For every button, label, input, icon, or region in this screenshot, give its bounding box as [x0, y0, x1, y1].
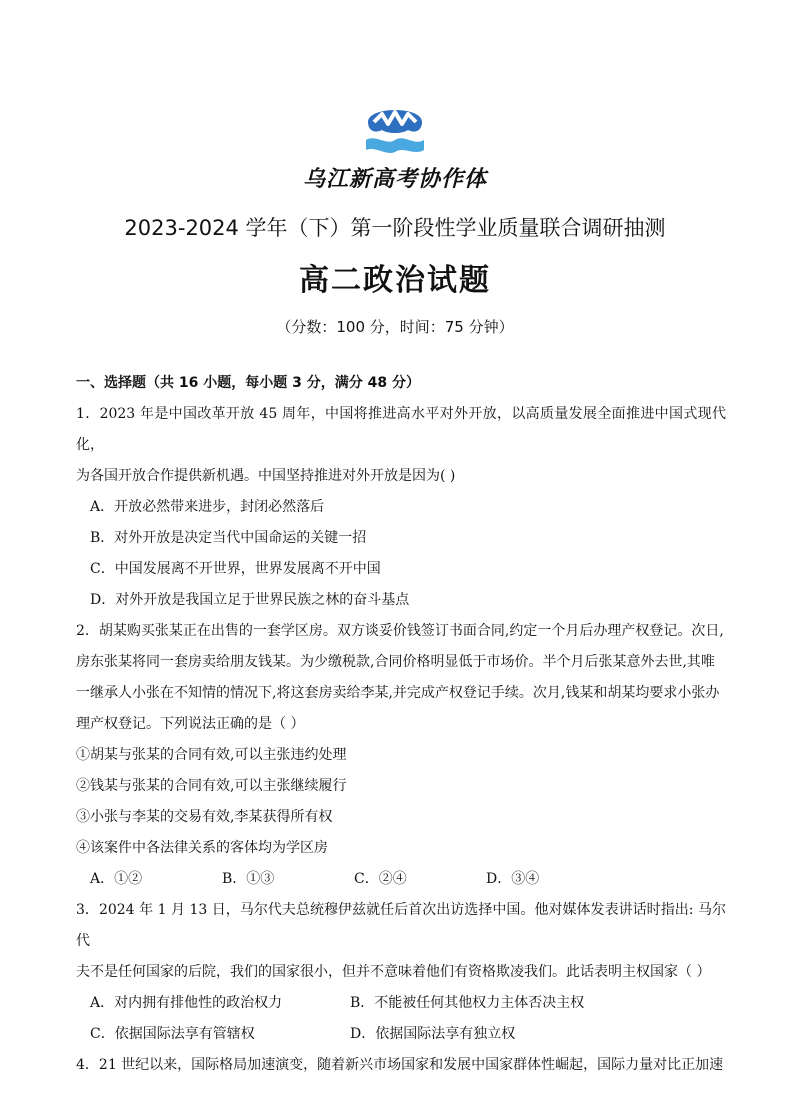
question-stem: 1．2023 年是中国改革开放 45 周年，中国将推进高水平对外开放，以高质量发展全面推进中国式现代化，	[76, 406, 726, 453]
question-stem: 4．21 世纪以来，国际格局加速演变，随着新兴市场国家和发展中国家群体性崛起，国际力量对比正加速	[76, 1057, 724, 1073]
option-c: C．中国发展离不开世界，世界发展离不开中国	[90, 561, 381, 577]
question-4	[76, 1050, 726, 1081]
option-b: B．不能被任何其他权力主体否决主权	[350, 995, 585, 1011]
statement-3: ③小张与李某的交易有效,李某获得所有权	[76, 809, 333, 825]
statement-4: ④该案件中各法律关系的客体均为学区房	[76, 840, 328, 856]
option-d: D．对外开放是我国立足于世界民族之林的奋斗基点	[90, 592, 410, 608]
option-c: C．②④	[354, 871, 407, 887]
question-stem: 2．胡某购买张某正在出售的一套学区房。双方谈妥价钱签订书面合同,约定一个月后办理产权登记。次日,	[76, 623, 724, 639]
statement-1: ①胡某与张某的合同有效,可以主张违约处理	[76, 747, 347, 763]
question-stem: 房东张某将同一套房卖给朋友钱某。为少缴税款,合同价格明显低于市场价。半个月后张某意外去世,其唯	[76, 654, 715, 670]
question-stem: 3．2024 年 1 月 13 日，马尔代夫总统穆伊兹就任后首次出访选择中国。他对媒体发表讲话时指出: 马尔代	[76, 902, 726, 949]
option-d: D．③④	[486, 871, 540, 887]
options-row	[76, 864, 726, 895]
question-3	[76, 895, 726, 1050]
exam-series-title: 2023-2024 学年（下）第一阶段性学业质量联合调研抽测	[124, 216, 666, 240]
logo-emblem-icon	[358, 100, 432, 158]
question-stem: 一继承人小张在不知情的情况下,将这套房卖给李某,并完成产权登记手续。次月,钱某和胡某均要求小张办	[76, 685, 720, 701]
option-a: A．①②	[90, 871, 143, 887]
option-a: A．对内拥有排他性的政治权力	[90, 995, 283, 1011]
question-stem: 夫不是任何国家的后院，我们的国家很小，但并不意味着他们有资格欺凌我们。此话表明主权国家（ ）	[76, 964, 711, 980]
option-c: C．依据国际法享有管辖权	[90, 1026, 255, 1042]
logo-brand-text: 乌江新高考协作体	[302, 167, 487, 192]
statement-2: ②钱某与张某的合同有效,可以主张继续履行	[76, 778, 347, 794]
option-a: A．开放必然带来进步，封闭必然落后	[90, 499, 325, 515]
option-d: D．依据国际法享有独立权	[350, 1026, 516, 1042]
logo	[280, 100, 510, 195]
page-title: 高二政治试题	[299, 263, 491, 298]
question-2	[76, 616, 726, 895]
question-stem: 为各国开放合作提供新机遇。中国坚持推进对外开放是因为( )	[76, 468, 456, 484]
option-b: B．①③	[222, 871, 275, 887]
exam-meta: （分数：100 分，时间：75 分钟）	[276, 318, 514, 336]
question-1	[76, 399, 726, 616]
question-stem: 理产权登记。下列说法正确的是（ ）	[76, 716, 305, 732]
question-list	[76, 368, 726, 1081]
options-row	[76, 988, 726, 1019]
option-b: B．对外开放是决定当代中国命运的关键一招	[90, 530, 367, 546]
section-title: 一、选择题（共 16 小题，每小题 3 分，满分 48 分）	[76, 375, 420, 391]
options-row	[76, 1019, 726, 1050]
